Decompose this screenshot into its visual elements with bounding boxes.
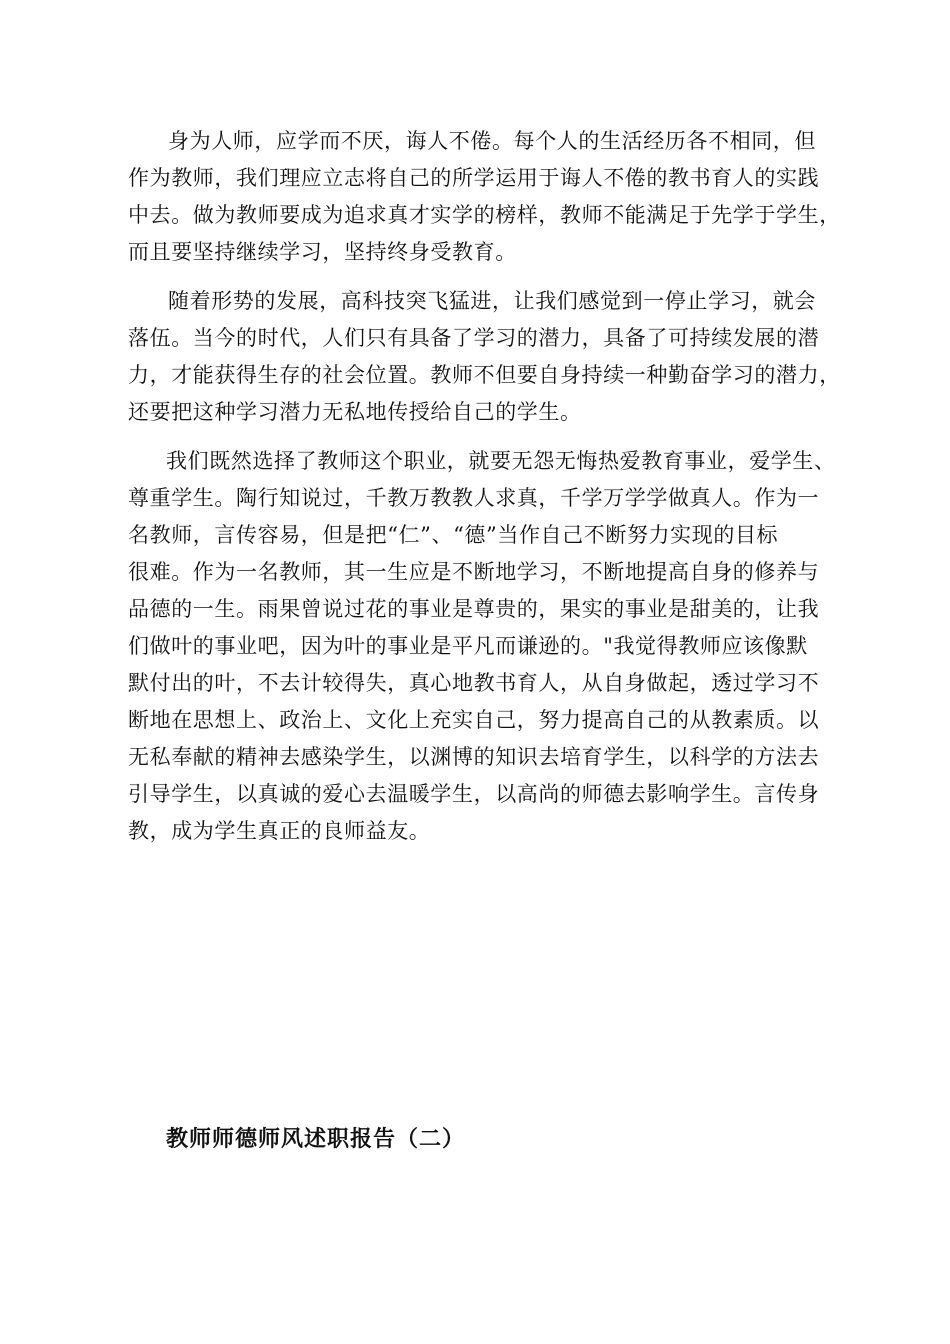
document-body <box>128 123 852 850</box>
paragraph-line: 而且要坚持继续学习，坚持终身受教育。 <box>128 240 517 264</box>
paragraph-line: 中去。做为教师要成为追求真才实学的榜样，教师不能满足于先学于学生， <box>128 203 841 227</box>
paragraph-line: 引导学生，以真诚的爱心去温暖学生，以高尚的师德去影响学生。言传身 <box>128 782 820 806</box>
paragraph-line: 尊重学生。陶行知说过，千教万教教人求真，千学万学学做真人。作为一 <box>128 486 820 510</box>
paragraph-spacer <box>128 271 852 283</box>
paragraph-line: 很难。作为一名教师，其一生应是不断地学习，不断地提高自身的修养与 <box>128 560 820 584</box>
paragraph-line: 教，成为学生真正的良师益友。 <box>128 819 431 843</box>
paragraph-line: 断地在思想上、政治上、文化上充实自己，努力提高自己的从教素质。以 <box>128 708 820 732</box>
paragraph-line: 我们既然选择了教师这个职业，就要无怨无悔热爱教育事业，爱学生、 <box>166 449 836 473</box>
paragraph-1 <box>128 123 852 271</box>
paragraph-line: 作为教师，我们理应立志将自己的所学运用于诲人不倦的教书育人的实践 <box>128 166 820 190</box>
paragraph-line: 无私奉献的精神去感染学生，以渊博的知识去培育学生，以科学的方法去 <box>128 745 820 769</box>
paragraph-line: 名教师，言传容易，但是把“仁”、“德”当作自己不断努力实现的目标 <box>128 523 779 547</box>
paragraph-line: 品德的一生。雨果曾说过花的事业是尊贵的，果实的事业是甜美的，让我 <box>128 597 820 621</box>
paragraph-line: 身为人师，应学而不厌，诲人不倦。每个人的生活经历各不相同，但 <box>168 129 816 153</box>
paragraph-line: 默付出的叶，不去计较得失，真心地教书育人，从自身做起，透过学习不 <box>128 671 820 695</box>
paragraph-spacer <box>128 431 852 443</box>
paragraph-line: 还要把这种学习潜力无私地传授给自己的学生。 <box>128 400 582 424</box>
paragraph-2 <box>128 283 852 431</box>
paragraph-line: 落伍。当今的时代，人们只有具备了学习的潜力，具备了可持续发展的潜 <box>128 326 820 350</box>
paragraph-line: 们做叶的事业吧，因为叶的事业是平凡而谦逊的。"我觉得教师应该像默 <box>128 634 808 658</box>
paragraph-line: 随着形势的发展，高科技突飞猛进，让我们感觉到一停止学习，就会 <box>168 289 816 313</box>
section-heading: 教师师德师风述职报告（二） <box>166 1126 466 1152</box>
paragraph-3 <box>128 443 852 850</box>
paragraph-line: 力，才能获得生存的社会位置。教师不但要自身持续一种勤奋学习的潜力， <box>128 363 841 387</box>
